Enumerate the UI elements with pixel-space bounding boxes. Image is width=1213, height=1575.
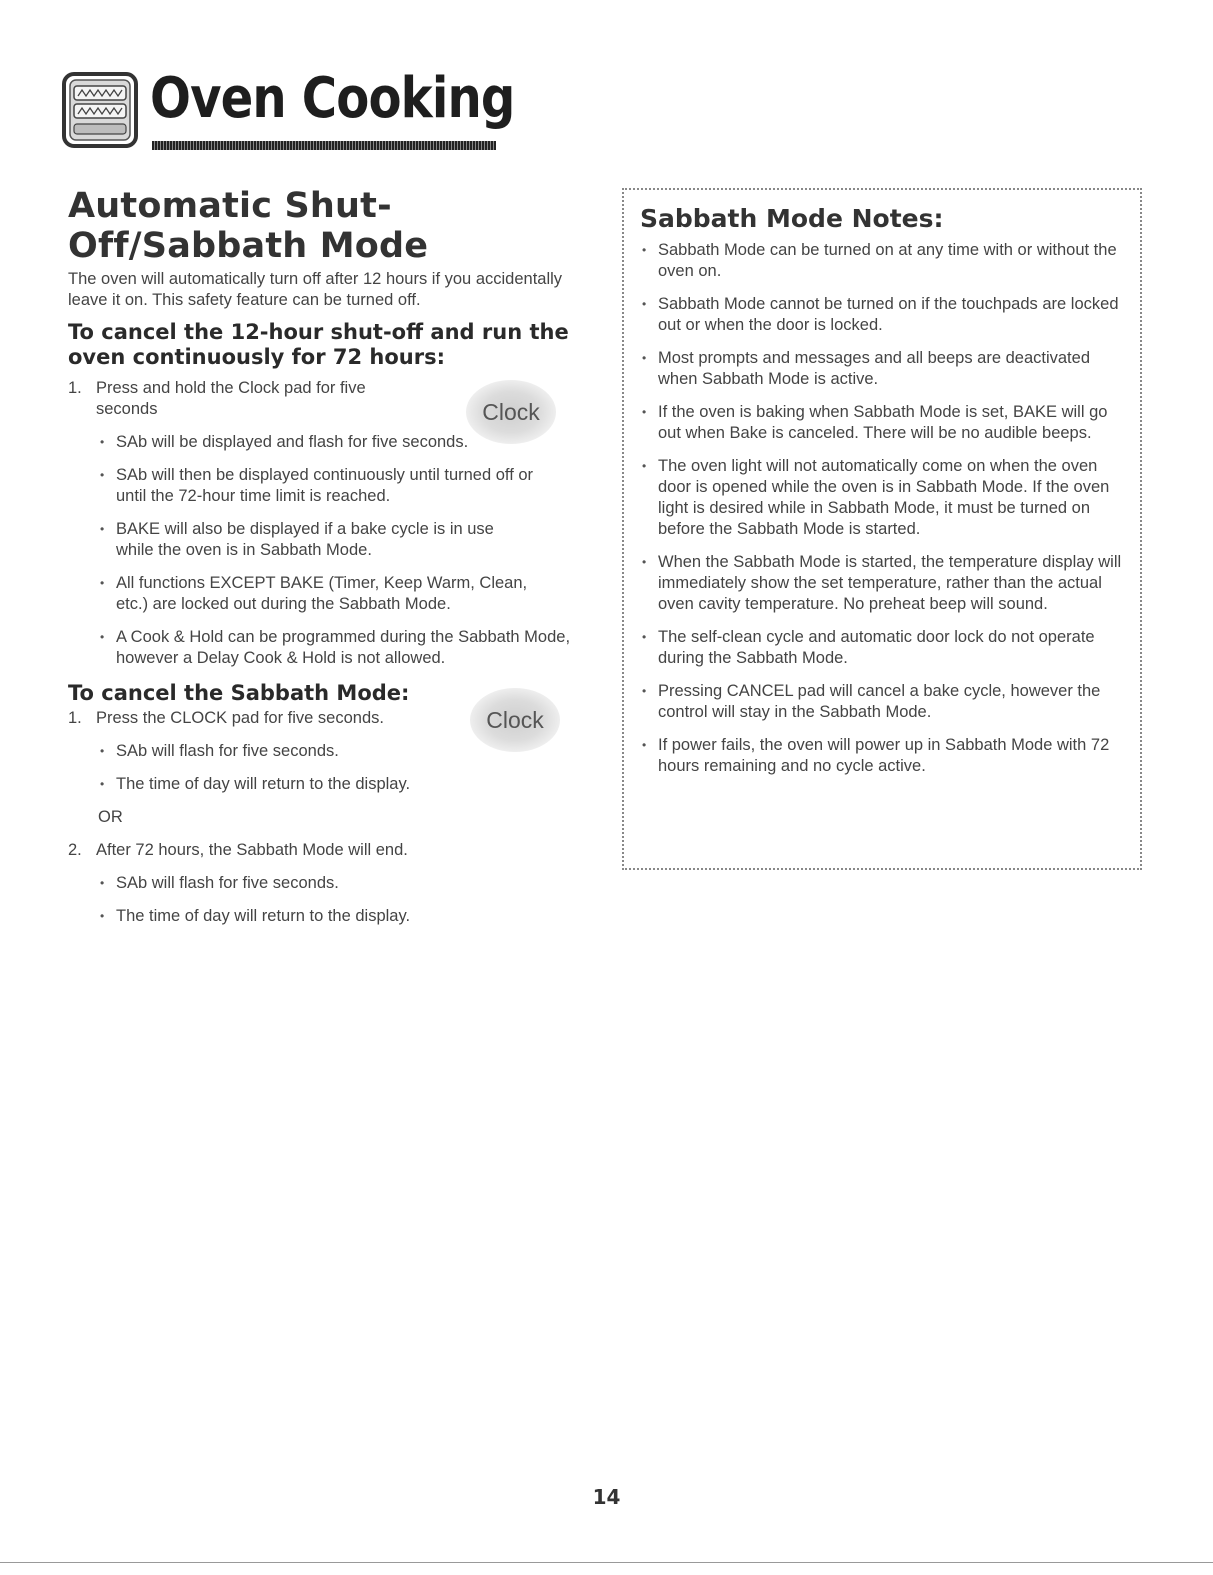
section-intro: The oven will automatically turn off after 12 hours if you accidentally leave it on. This safety feature can be turned off. bbox=[68, 270, 563, 309]
section-title: Automatic Shut-Off/Sabbath Mode bbox=[68, 186, 429, 266]
note-item: • Sabbath Mode can be turned on at any time with or without the oven on. bbox=[640, 240, 1122, 282]
list-item: • The time of day will return to the display. bbox=[68, 774, 598, 795]
list-item: • SAb will flash for five seconds. bbox=[68, 873, 598, 894]
footer-divider bbox=[0, 1562, 1213, 1563]
list-item: • BAKE will also be displayed if a bake cycle is in use while the oven is in Sabbath Mode. bbox=[68, 519, 536, 561]
header-title: Oven Cooking bbox=[150, 66, 515, 131]
notes-title: Sabbath Mode Notes: bbox=[640, 204, 944, 233]
page-number: 14 bbox=[592, 1485, 621, 1509]
list-item: • A Cook & Hold can be programmed during the Sabbath Mode, however a Delay Cook & Hold is not allowed. bbox=[68, 627, 586, 669]
list-item: • SAb will be displayed and flash for five seconds. bbox=[68, 432, 598, 453]
page-header bbox=[62, 62, 515, 162]
note-item: • Most prompts and messages and all beeps are deactivated when Sabbath Mode is active. bbox=[640, 348, 1122, 390]
list-item: • The time of day will return to the display. bbox=[68, 906, 598, 927]
note-item: • If power fails, the oven will power up in Sabbath Mode with 72 hours remaining and no cycle active. bbox=[640, 735, 1122, 777]
header-underline bbox=[152, 141, 496, 150]
step-text: Press and hold the Clock pad for five seconds bbox=[96, 379, 366, 418]
cancel-sabbath-step-2 bbox=[68, 840, 598, 861]
note-item: • If the oven is baking when Sabbath Mode is set, BAKE will go out when Bake is canceled. There will be no audible beeps. bbox=[640, 402, 1122, 444]
clock-pad-icon: Clock bbox=[466, 380, 556, 444]
note-item: • Sabbath Mode cannot be turned on if the touchpads are locked out or when the door is locked. bbox=[640, 294, 1122, 336]
clock-pad-icon: Clock bbox=[470, 688, 560, 752]
note-item: • The oven light will not automatically come on when the oven door is opened while the oven is in Sabbath Mode. If the oven light is desired while in Sabbath Mode, it must be turned on before the Sabbath Mode is started. bbox=[640, 456, 1122, 540]
or-separator: OR bbox=[98, 808, 123, 826]
cancel-sabbath-heading: To cancel the Sabbath Mode: bbox=[68, 681, 410, 705]
note-item: • The self-clean cycle and automatic door lock do not operate during the Sabbath Mode. bbox=[640, 627, 1122, 669]
note-item: • When the Sabbath Mode is started, the temperature display will immediately show the set temperature, rather than the actual oven cavity temperature. No preheat beep will sound. bbox=[640, 552, 1122, 615]
step-number: 2. bbox=[68, 841, 82, 859]
list-item: • SAb will flash for five seconds. bbox=[68, 741, 598, 762]
list-item: • All functions EXCEPT BAKE (Timer, Keep Warm, Clean, etc.) are locked out during the Sabbath Mode. bbox=[68, 573, 556, 615]
list-item: • SAb will then be displayed continuously until turned off or until the 72-hour time limit is reached. bbox=[68, 465, 536, 507]
sabbath-notes-box bbox=[622, 188, 1142, 870]
cancel-shutoff-step bbox=[68, 378, 426, 420]
note-item: • Pressing CANCEL pad will cancel a bake cycle, however the control will stay in the Sabbath Mode. bbox=[640, 681, 1122, 723]
step-number: 1. bbox=[68, 379, 82, 397]
oven-icon bbox=[62, 72, 138, 148]
step-text: Press the CLOCK pad for five seconds. bbox=[96, 709, 384, 727]
main-column bbox=[68, 186, 598, 927]
step-text: After 72 hours, the Sabbath Mode will end. bbox=[96, 841, 408, 859]
cancel-shutoff-heading: To cancel the 12-hour shut-off and run the oven continuously for 72 hours: bbox=[68, 320, 569, 369]
step-number: 1. bbox=[68, 709, 82, 727]
